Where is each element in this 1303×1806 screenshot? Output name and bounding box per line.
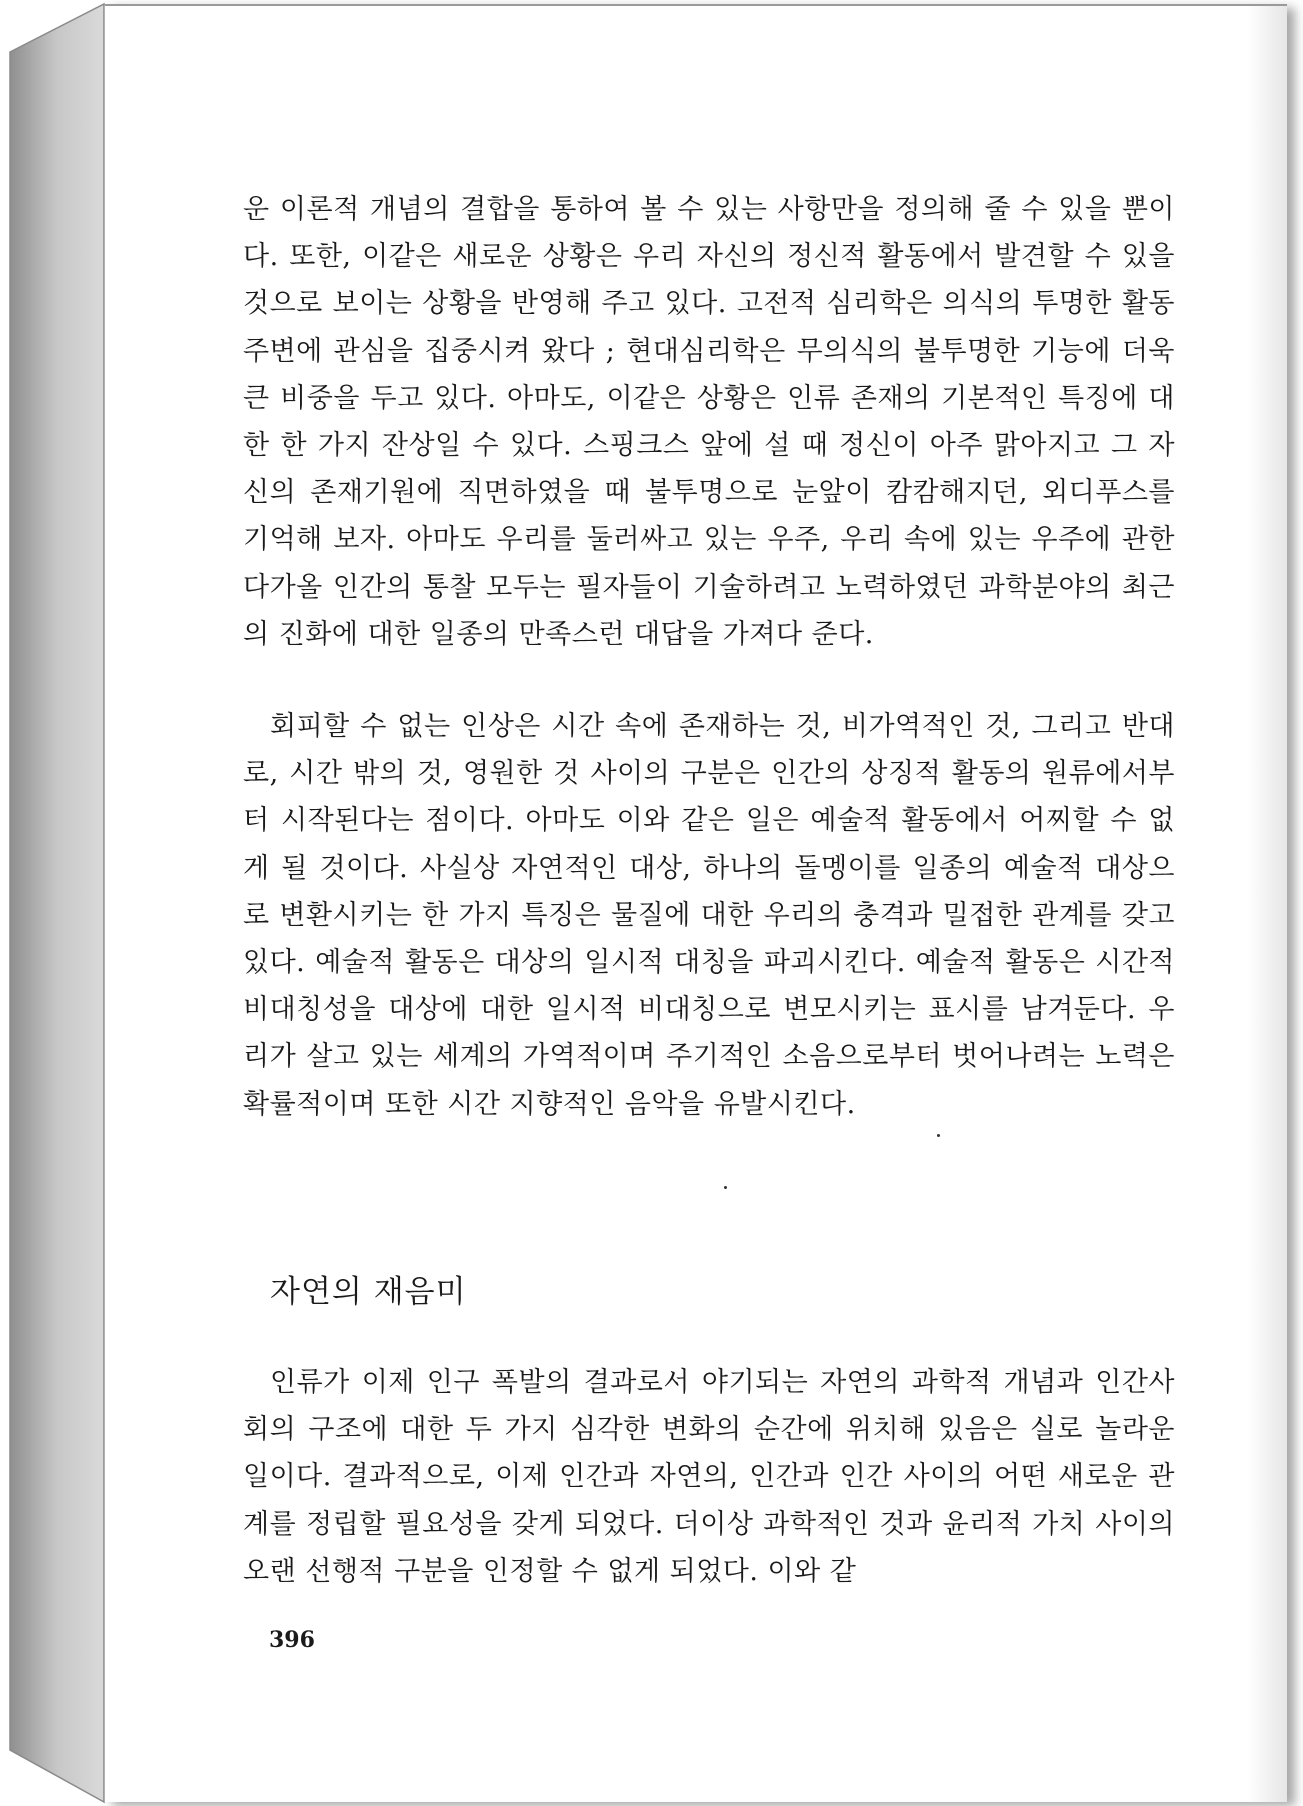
body-paragraph-1: 운 이론적 개념의 결합을 통하여 볼 수 있는 사항만을 정의해 줄 수 있을 뿐이다. 또한, 이같은 새로운 상황은 우리 자신의 정신적 활동에서 발견할 수 있을 것으로 보이는 상황을 반영해 주고 있다. 고전적 심리학은 의식의 투명한 활동 주변에 관심을 집중시켜 왔다 ; 현대심리학은 무의식의 불투명한 기능에 더욱 큰 비중을 두고 있다. 아마도, 이같은 상황은 인류 존재의 기본적인 특징에 대한 한 가지 잔상일 수 있다. 스핑크스 앞에 설 때 정신이 아주 맑아지고 그 자신의 존재기원에 직면하였을 때 불투명으로 눈앞이 캄캄해지던, 외디푸스를 기억해 보자. 아마도 우리를 둘러싸고 있는 우주, 우리 속에 있는 우주에 관한 다가올 인간의 통찰 모두는 필자들이 기술하려고 노력하였던 과학분야의 최근의 진화에 대한 일종의 만족스런 대답을 가져다 준다. (243, 194, 1175, 650)
body-paragraph-3: 인류가 이제 인구 폭발의 결과로서 야기되는 자연의 과학적 개념과 인간사회의 구조에 대한 두 가지 심각한 변화의 순간에 위치해 있음은 실로 놀라운 일이다. 결과적으로, 이제 인간과 자연의, 인간과 인간 사이의 어떤 새로운 관계를 정립할 필요성을 갖게 되었다. 더이상 과학적인 것과 윤리적 가치 사이의 오랜 선행적 구분을 인정할 수 없게 되었다. 이와 같 (243, 1367, 1175, 1587)
body-paragraph-2: 회피할 수 없는 인상은 시간 속에 존재하는 것, 비가역적인 것, 그리고 반대로, 시간 밖의 것, 영원한 것 사이의 구분은 인간의 상징적 활동의 원류에서부터 시작된다는 점이다. 아마도 이와 같은 일은 예술적 활동에서 어찌할 수 없게 될 것이다. 사실상 자연적인 대상, 하나의 돌멩이를 일종의 예술적 대상으로 변환시키는 한 가지 특징은 물질에 대한 우리의 충격과 밀접한 관계를 갖고 있다. 예술적 활동은 대상의 일시적 대칭을 파괴시킨다. 예술적 활동은 시간적 비대칭성을 대상에 대한 일시적 비대칭으로 변모시키는 표시를 남겨둔다. 우리가 살고 있는 세계의 가역적이며 주기적인 소음으로부터 벗어나려는 노력은 확률적이며 또한 시간 지향적인 음악을 유발시킨다. (243, 711, 1175, 1120)
print-speck (724, 1186, 727, 1189)
book-page (104, 4, 1287, 1802)
page-number: 396 (269, 1627, 315, 1653)
print-speck (937, 1134, 940, 1137)
section-heading: 자연의 재음미 (270, 1274, 467, 1310)
book-spine-edge (0, 0, 110, 1806)
